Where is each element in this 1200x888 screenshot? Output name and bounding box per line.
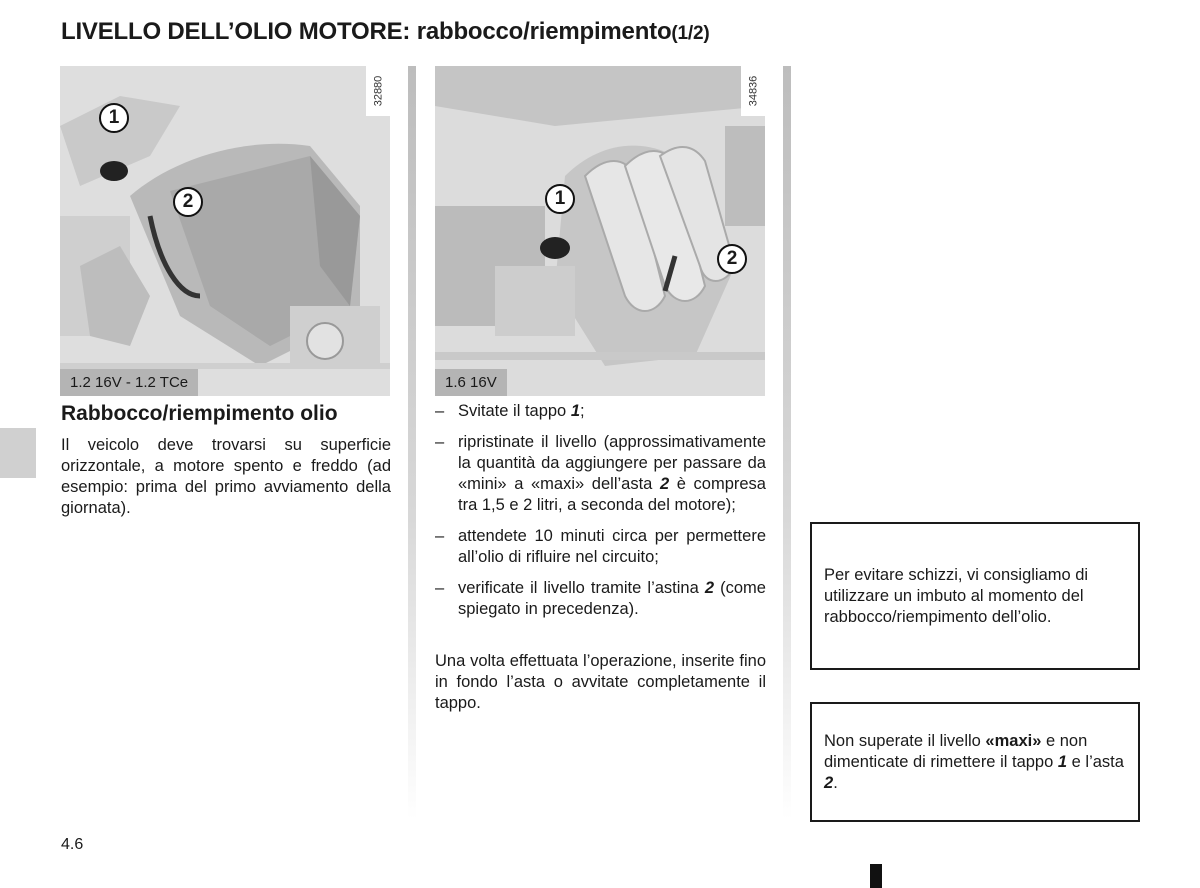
callout-1-fill-cap: 1 [99,103,129,133]
engine-illustration-2 [435,66,765,396]
figure-code-1: 32880 [366,66,390,116]
figure-caption-1: 1.2 16V - 1.2 TCe [60,369,198,396]
page-part-indicator: (1/2) [671,23,710,44]
note-funnel-text: Per evitare schizzi, vi consigliamo di utilizzare un imbuto al momento del rabbocco/riempimento dell’olio. [824,565,1089,626]
chapter-side-tab [0,428,36,478]
section-heading: Rabbocco/riempimento olio [61,402,338,425]
callout-1-fill-cap: 1 [545,184,575,214]
note-box-maxi [810,702,1140,822]
page-title [61,18,709,46]
column-divider-right [783,66,791,820]
step-item: – Svitate il tappo 1; [435,402,585,420]
page-corner-mark [870,864,882,888]
step-item: – ripristinate il livello (approssimativamente la quantità da aggiungere per passare da «mini» a «maxi» dell’asta 2 è compresa tra 1,5 e 2 litri, a seconda del motore); [435,433,766,514]
reference-number: 2 [659,475,670,493]
callout-2-dipstick: 2 [717,244,747,274]
page-number: 4.6 [61,836,84,853]
step-item: – attendete 10 minuti circa per permettere all’olio di rifluire nel circuito; [435,527,766,566]
page-title-text: LIVELLO DELL’OLIO MOTORE: rabbocco/riempimento [61,18,672,45]
note-maxi-text: Non superate il livello «maxi» e non dimenticate di rimettere il tappo 1 e l’asta 2. [824,731,1124,792]
reference-number: 2 [704,579,715,597]
reference-number: 1 [570,402,581,420]
intro-paragraph: Il veicolo deve trovarsi su superficie orizzontale, a motore spento e freddo (ad esempio: prima del primo avviamento della giornata). [61,436,391,517]
engine-figure-2 [435,66,765,396]
procedure-steps [435,401,766,630]
closing-paragraph: Una volta effettuata l’operazione, inserite fino in fondo l’asta o avvitate completamente il tappo. [435,652,766,712]
column-divider-left [408,66,416,820]
figure-code-2: 34836 [741,66,765,116]
callout-2-dipstick: 2 [173,187,203,217]
note-box-funnel [810,522,1140,670]
figure-caption-2: 1.6 16V [435,369,507,396]
engine-figure-1 [60,66,390,396]
step-item: – verificate il livello tramite l’astina 2 (come spiegato in precedenza). [435,579,766,618]
